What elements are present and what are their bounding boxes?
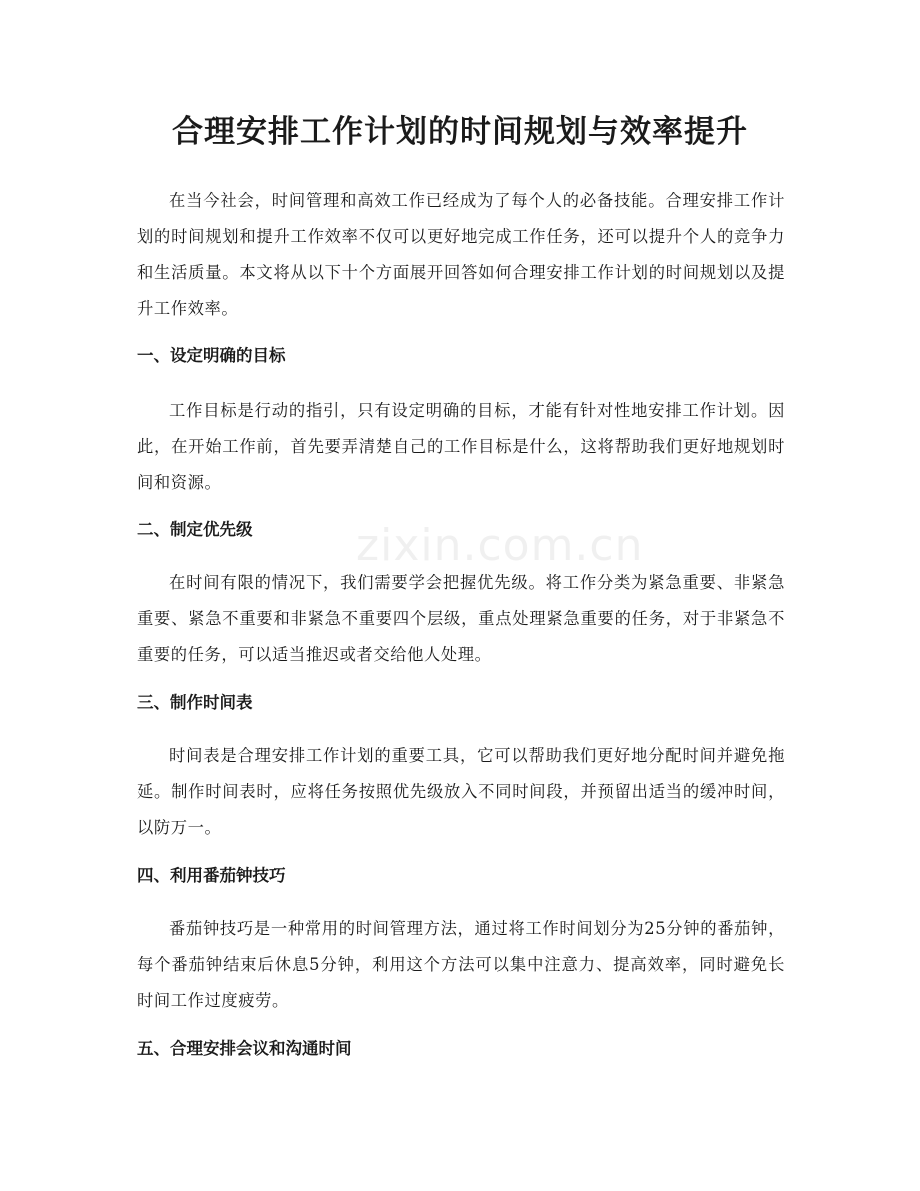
- section-heading-4: 四、利用番茄钟技巧: [137, 866, 286, 885]
- document-title: 合理安排工作计划的时间规划与效率提升: [172, 114, 748, 150]
- section-body-4: 番茄钟技巧是一种常用的时间管理方法，通过将工作时间划分为25分钟的番茄钟，每个番茄钟结束后休息5分钟，利用这个方法可以集中注意力、提高效率，同时避免长时间工作过度疲劳。: [137, 919, 785, 1010]
- section-heading-5: 五、合理安排会议和沟通时间: [137, 1039, 352, 1058]
- section-heading-3: 三、制作时间表: [137, 693, 253, 712]
- watermark: zixin.com.cn: [356, 520, 644, 571]
- section-body-2: 在时间有限的情况下，我们需要学会把握优先级。将工作分类为紧急重要、非紧急重要、紧急不重要和非紧急不重要四个层级，重点处理紧急重要的任务，对于非紧急不重要的任务，可以适当推迟或者交给他人处理。: [137, 573, 785, 664]
- intro-paragraph: 在当今社会，时间管理和高效工作已经成为了每个人的必备技能。合理安排工作计划的时间规划和提升工作效率不仅可以更好地完成工作任务，还可以提升个人的竞争力和生活质量。本文将从以下十个方面展开回答如何合理安排工作计划的时间规划以及提升工作效率。: [137, 191, 785, 318]
- section-heading-1: 一、设定明确的目标: [137, 346, 286, 365]
- section-body-1: 工作目标是行动的指引，只有设定明确的目标，才能有针对性地安排工作计划。因此，在开始工作前，首先要弄清楚自己的工作目标是什么，这将帮助我们更好地规划时间和资源。: [137, 401, 785, 492]
- section-body-3: 时间表是合理安排工作计划的重要工具，它可以帮助我们更好地分配时间并避免拖延。制作时间表时，应将任务按照优先级放入不同时间段，并预留出适当的缓冲时间，以防万一。: [137, 746, 785, 837]
- section-heading-2: 二、制定优先级: [137, 520, 253, 539]
